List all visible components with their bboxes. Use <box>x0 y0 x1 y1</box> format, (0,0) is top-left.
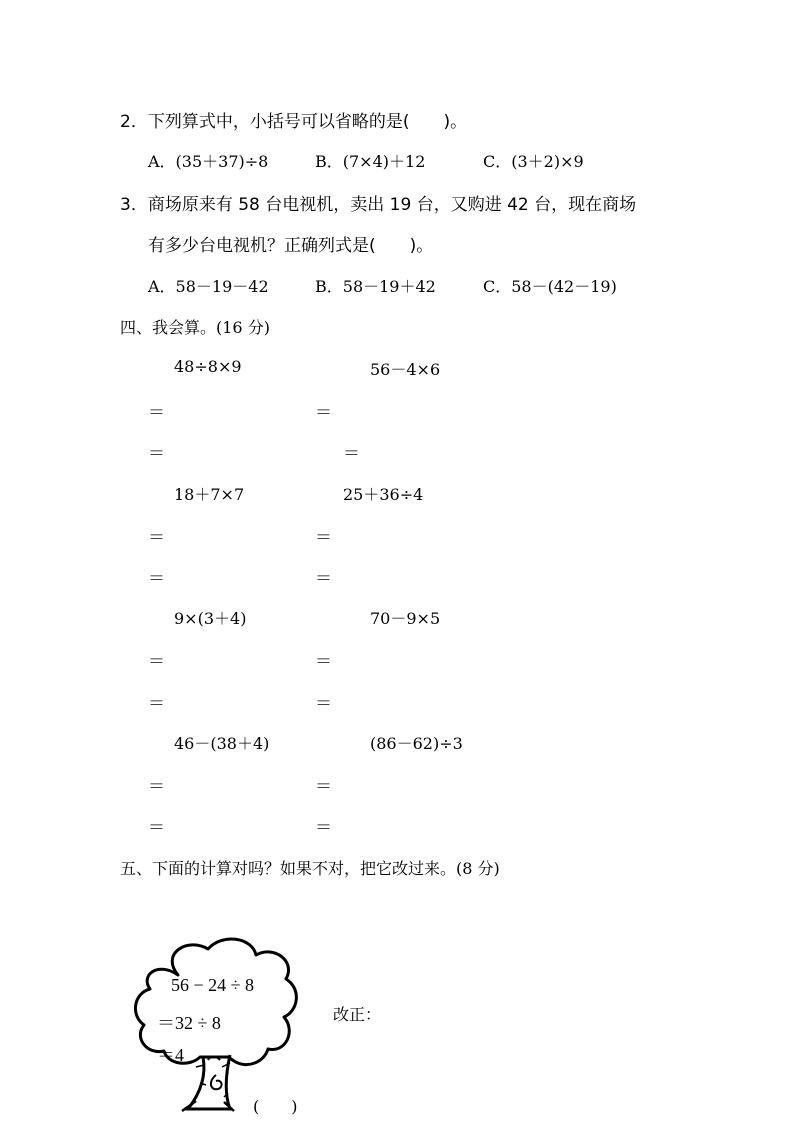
equals-sign: ＝ <box>148 403 165 423</box>
equals-sign: ＝ <box>315 818 332 838</box>
equals-sign: ＝ <box>315 569 332 589</box>
equals-sign: ＝ <box>148 652 165 672</box>
equals-sign: ＝ <box>148 777 165 797</box>
calc-problem-2: 56－4×6 <box>370 360 441 379</box>
question-3-stem-line-2: 有多少台电视机？正确列式是( )。 <box>148 236 434 256</box>
calc-problem-3: 18＋7×7 <box>174 485 245 504</box>
equals-sign: ＝ <box>148 694 165 714</box>
equals-sign: ＝ <box>343 444 360 464</box>
equals-sign: ＝ <box>315 403 332 423</box>
question-2-option-b: B．(7×4)＋12 <box>315 152 426 171</box>
judge-answer-brackets: ( ) <box>253 1097 298 1116</box>
question-2-option-a: A．(35＋37)÷8 <box>148 152 269 171</box>
tree-calc-line-2: ＝32 ÷ 8 <box>157 1013 221 1033</box>
calc-problem-5: 9×(3＋4) <box>174 609 247 628</box>
tree-calc-line-3: ＝4 <box>157 1045 184 1065</box>
equals-sign: ＝ <box>315 777 332 797</box>
calc-problem-8: (86－62)÷3 <box>370 734 463 753</box>
equals-sign: ＝ <box>315 694 332 714</box>
question-3-stem-line-1: 3．商场原来有 58 台电视机，卖出 19 台，又购进 42 台，现在商场 <box>120 195 637 215</box>
section-4-title: 四、我会算。(16 分) <box>120 318 270 337</box>
section-5-title: 五、下面的计算对吗？如果不对，把它改过来。(8 分) <box>120 859 500 878</box>
equals-sign: ＝ <box>148 528 165 548</box>
equals-sign: ＝ <box>148 818 165 838</box>
equals-sign: ＝ <box>315 652 332 672</box>
calc-problem-6: 70－9×5 <box>370 609 441 628</box>
question-2-option-c: C．(3＋2)×9 <box>483 152 584 171</box>
question-2-stem: 2．下列算式中，小括号可以省略的是( )。 <box>120 112 468 132</box>
calc-problem-4: 25＋36÷4 <box>343 485 424 504</box>
equals-sign: ＝ <box>148 569 165 589</box>
calc-problem-1: 48÷8×9 <box>174 357 242 376</box>
equals-sign: ＝ <box>148 444 165 464</box>
calc-problem-7: 46－(38＋4) <box>174 734 270 753</box>
question-3-option-b: B．58－19＋42 <box>315 277 436 296</box>
question-3-option-a: A．58－19－42 <box>148 277 269 296</box>
tree-calc-line-1: 56 − 24 ÷ 8 <box>171 975 255 995</box>
equals-sign: ＝ <box>315 528 332 548</box>
correction-label: 改正： <box>333 1005 382 1024</box>
question-3-option-c: C．58－(42－19) <box>483 277 617 296</box>
